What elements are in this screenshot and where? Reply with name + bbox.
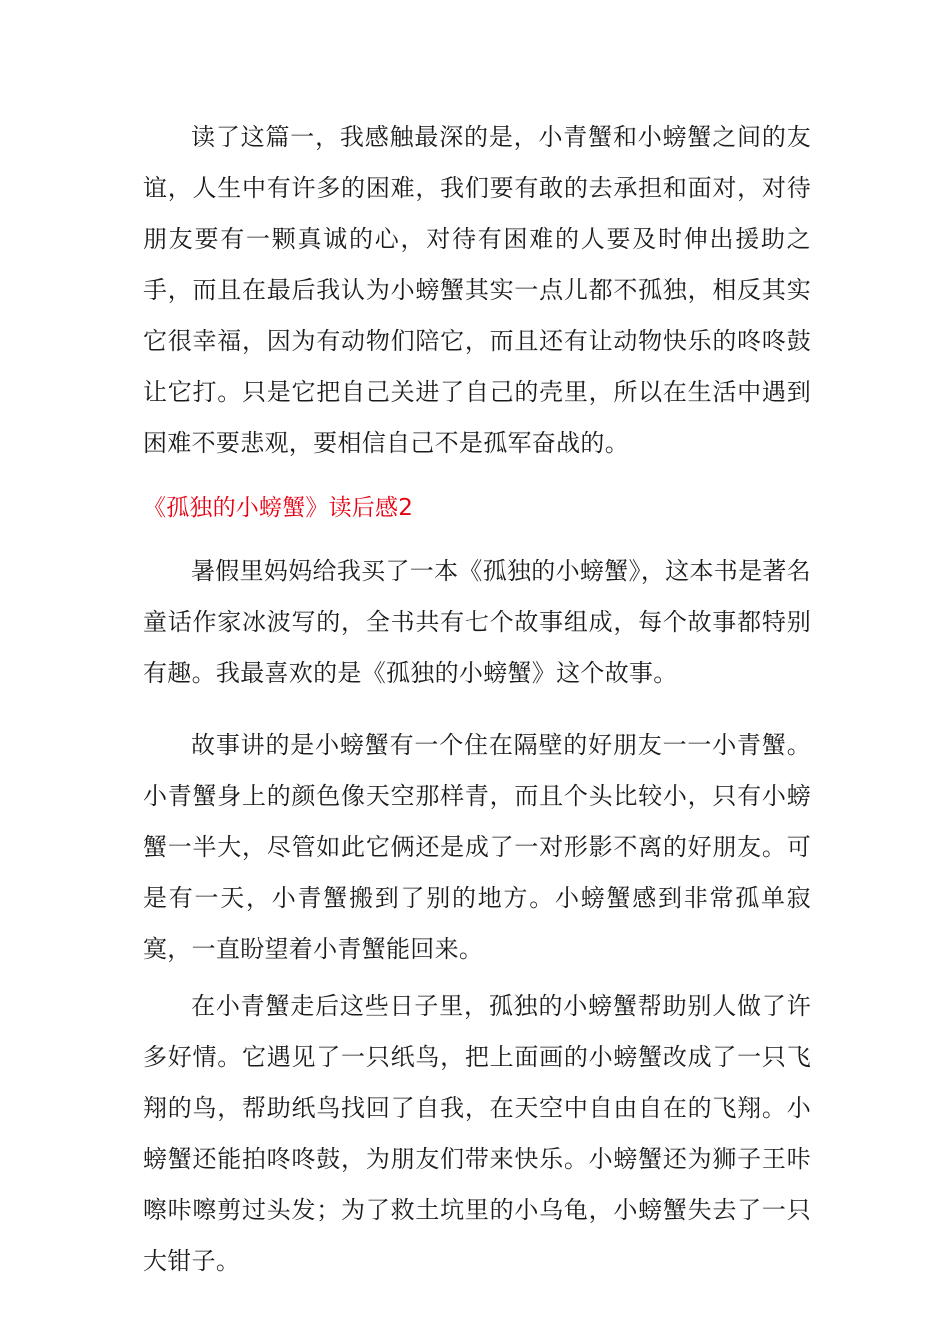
paragraph-1: 读了这篇一，我感触最深的是，小青蟹和小螃蟹之间的友谊，人生中有许多的困难，我们要有敢的去承担和面对，对待朋友要有一颗真诚的心，对待有困难的人要及时伸出援助之手，而且在最后我认为小螃蟹其实一点儿都不孤独，相反其实它很幸福，因为有动物们陪它，而且还有让动物快乐的咚咚鼓让它打。只是它把自己关进了自己的壳里，所以在生活中遇到困难不要悲观，要相信自己不是孤军奋战的。 — [143, 123, 811, 457]
section-heading: 《孤独的小螃蟹》读后感2 — [143, 495, 414, 521]
paragraph-4: 在小青蟹走后这些日子里，孤独的小螃蟹帮助别人做了许多好情。它遇见了一只纸鸟，把上面画的小螃蟹改成了一只飞翔的鸟，帮助纸鸟找回了自我，在天空中自由自在的飞翔。小螃蟹还能拍咚咚鼓，为朋友们带来快乐。小螃蟹还为狮子王咔嚓咔嚓剪过头发；为了救土坑里的小乌龟，小螃蟹失去了一只大钳子。 — [143, 992, 811, 1275]
paragraph-2: 暑假里妈妈给我买了一本《孤独的小螃蟹》，这本书是著名童话作家冰波写的，全书共有七个故事组成，每个故事都特别有趣。我最喜欢的是《孤独的小螃蟹》这个故事。 — [143, 557, 811, 687]
paragraph-3: 故事讲的是小螃蟹有一个住在隔壁的好朋友一一小青蟹。小青蟹身上的颜色像天空那样青，而且个头比较小，只有小螃蟹一半大，尽管如此它俩还是成了一对形影不离的好朋友。可是有一天，小青蟹搬到了别的地方。小螃蟹感到非常孤单寂寞，一直盼望着小青蟹能回来。 — [143, 731, 811, 963]
